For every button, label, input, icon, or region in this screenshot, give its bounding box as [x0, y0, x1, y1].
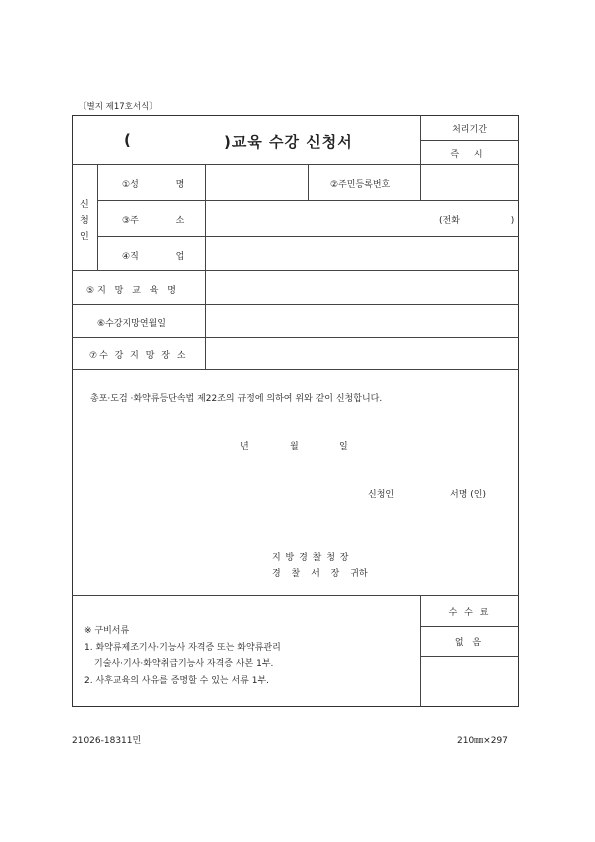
occupation-field[interactable] [206, 237, 518, 269]
date-month: 월 [290, 442, 299, 452]
name-field[interactable] [206, 165, 307, 199]
date-year: 년 [240, 442, 249, 452]
signature-seal-label: 서명 (인) [450, 490, 486, 500]
divider [420, 626, 519, 627]
address-label: ③주 소 [122, 216, 185, 226]
processing-period-value: 즉 시 [450, 150, 489, 160]
title-open-paren: ( [124, 131, 132, 149]
phone-label: (전화 ) [439, 216, 515, 226]
course-date-label: ⑥수강지망연월일 [97, 319, 166, 329]
course-date-field[interactable] [206, 305, 518, 336]
fee-label: 수 수 료 [448, 608, 491, 618]
form-reference: 〔별지 제17호서식〕 [78, 102, 158, 112]
application-statement: 총포·도검 ·화약류등단속법 제22조의 규정에 의하여 위와 같이 신청합니다. [90, 394, 383, 404]
page-title: )교육 수강 신청서 [224, 133, 353, 151]
recipient-line-1: 지 방 경 찰 청 장 [272, 553, 350, 563]
documents-item-2: 2. 사후교육의 사유를 증명할 수 있는 서류 1부. [84, 676, 269, 686]
divider [420, 140, 519, 141]
divider [308, 164, 309, 200]
divider [72, 595, 519, 596]
name-label: ①성 명 [122, 180, 185, 190]
fee-value: 없 음 [454, 638, 485, 648]
applicant-label-char: 인 [80, 232, 89, 242]
course-place-label: ⑦수 강 지 망 장 소 [89, 351, 188, 361]
signature-applicant-label: 신청인 [368, 490, 395, 500]
paper-size: 210㎜×297 [457, 736, 508, 746]
resident-number-field[interactable] [421, 165, 518, 199]
form-number: 21026-18311민 [72, 736, 142, 746]
documents-header: ※ 구비서류 [84, 626, 130, 636]
processing-period-label: 처리기간 [452, 125, 487, 135]
divider [97, 164, 98, 270]
documents-item-1b: 기술사·기사·화약취급기능사 자격증 사본 1부. [94, 659, 274, 669]
occupation-label: ④직 업 [122, 252, 185, 262]
course-name-label: ⑤지 망 교 육 명 [86, 286, 179, 296]
documents-item-1a: 1. 화약류제조기사·기능사 자격증 또는 화약류관리 [84, 643, 281, 653]
course-place-field[interactable] [206, 338, 518, 368]
resident-number-label: ②주민등록번호 [330, 180, 391, 190]
recipient-line-2: 경 찰 서 장 귀하 [272, 569, 368, 579]
divider [420, 656, 519, 657]
applicant-label-char: 신 [80, 200, 89, 210]
applicant-label-char: 청 [80, 216, 89, 226]
course-name-field[interactable] [206, 271, 518, 303]
divider [72, 369, 519, 370]
date-day: 일 [339, 442, 348, 452]
